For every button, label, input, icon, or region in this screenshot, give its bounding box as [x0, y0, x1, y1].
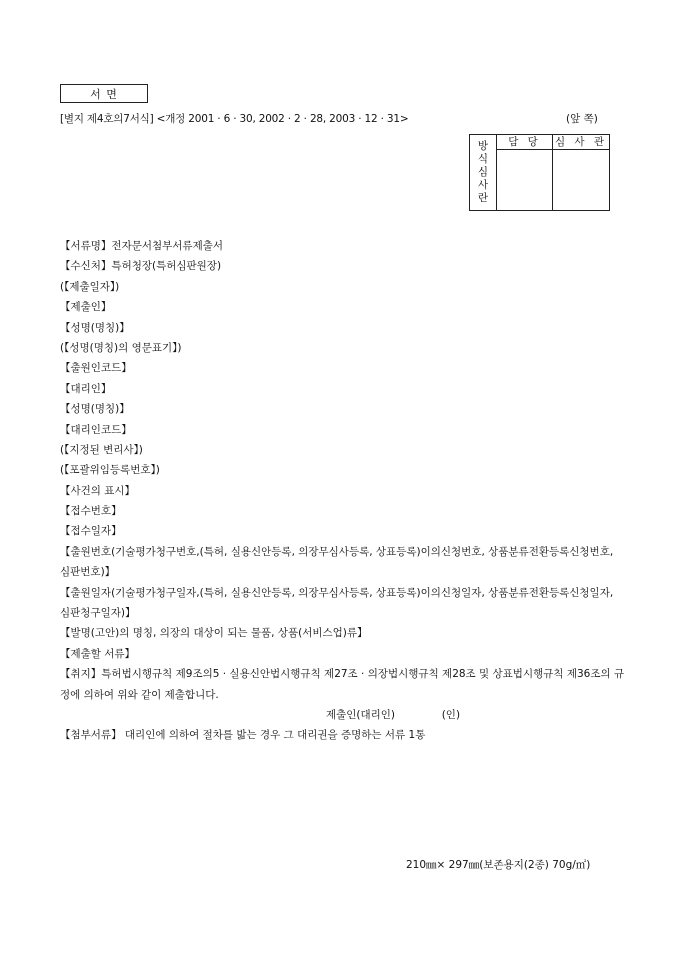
- review-box-label: [470, 135, 497, 211]
- submitter-signature-line: 제출인(대리인) (인): [325, 709, 461, 722]
- officer-stamp-cell: [497, 150, 553, 211]
- review-header-examiner: 심 사 관: [553, 135, 610, 150]
- field-applicant-code: 【출원인코드】: [60, 362, 132, 375]
- field-application-number: 【출원번호(기술평가청구번호,(특허, 실용신안등록, 의장무심사등록, 상표등록)이의신청번호, 상품분류전환등록신청번호, 심판번호)】: [60, 545, 614, 579]
- field-receipt-number: 【접수번호】: [60, 505, 122, 518]
- field-application-date: 【출원일자(기술평가청구일자,(특허, 실용신안등록, 의장무심사등록, 상표등록)이의신청일자, 상품분류전환등록신청일자, 심판청구일자)】: [60, 586, 614, 620]
- review-label-char: 사: [477, 179, 489, 191]
- field-agent-code: 【대리인코드】: [60, 423, 132, 436]
- field-attached-documents: 【첨부서류】 대리인에 의하여 절차를 밟는 경우 그 대리권을 증명하는 서류 1통: [60, 729, 426, 742]
- examiner-stamp-cell: [553, 150, 610, 211]
- field-documents-to-submit: 【제출할 서류】: [60, 647, 136, 660]
- field-agent-name: 【성명(명칭)】: [60, 403, 130, 416]
- review-header-officer: 담 당: [497, 135, 553, 150]
- form-body: [60, 236, 626, 746]
- field-name-english: (【성명(명칭)의 영문표기】): [60, 341, 182, 354]
- field-designated-attorney: (【지정된 변리사】): [60, 443, 143, 456]
- field-receipt-date: 【접수일자】: [60, 525, 122, 538]
- review-box: [469, 134, 610, 211]
- field-purpose: 【취지】특허법시행규칙 제9조의5 · 실용신안법시행규칙 제27조 · 의장법시행규칙 제28조 및 상표법시행규칙 제36조의 규정에 의하여 위와 같이 제출합니다.: [60, 668, 625, 701]
- field-case-indication: 【사건의 표시】: [60, 484, 136, 497]
- field-submitter: 【제출인】: [60, 301, 112, 314]
- document-type-box: 서 면: [60, 84, 148, 103]
- field-name: 【성명(명칭)】: [60, 321, 130, 334]
- paper-specification: 210㎜× 297㎜(보존용지(2종) 70g/㎡): [406, 859, 591, 871]
- page-side-label: (앞 쪽): [566, 113, 598, 125]
- form-reference: [별지 제4호의7서식] <개정 2001 · 6 · 30, 2002 · 2 · 28, 2003 · 12 · 31>: [60, 113, 409, 125]
- field-invention-title: 【발명(고안)의 명칭, 의장의 대상이 되는 물품, 상품(서비스업)류】: [60, 627, 368, 640]
- review-label-char: 식: [477, 153, 489, 165]
- field-document-name: 【서류명】전자문서첨부서류제출서: [60, 240, 224, 252]
- field-general-power-number: (【포괄위임등록번호】): [60, 464, 160, 477]
- field-agent: 【대리인】: [60, 382, 112, 395]
- field-recipient: 【수신처】특허청장(특허심판원장): [60, 260, 222, 273]
- review-label-char: 방: [477, 140, 489, 152]
- review-label-char: 란: [477, 192, 489, 204]
- review-label-char: 심: [477, 166, 489, 178]
- field-submission-date: (【제출일자】): [60, 280, 120, 293]
